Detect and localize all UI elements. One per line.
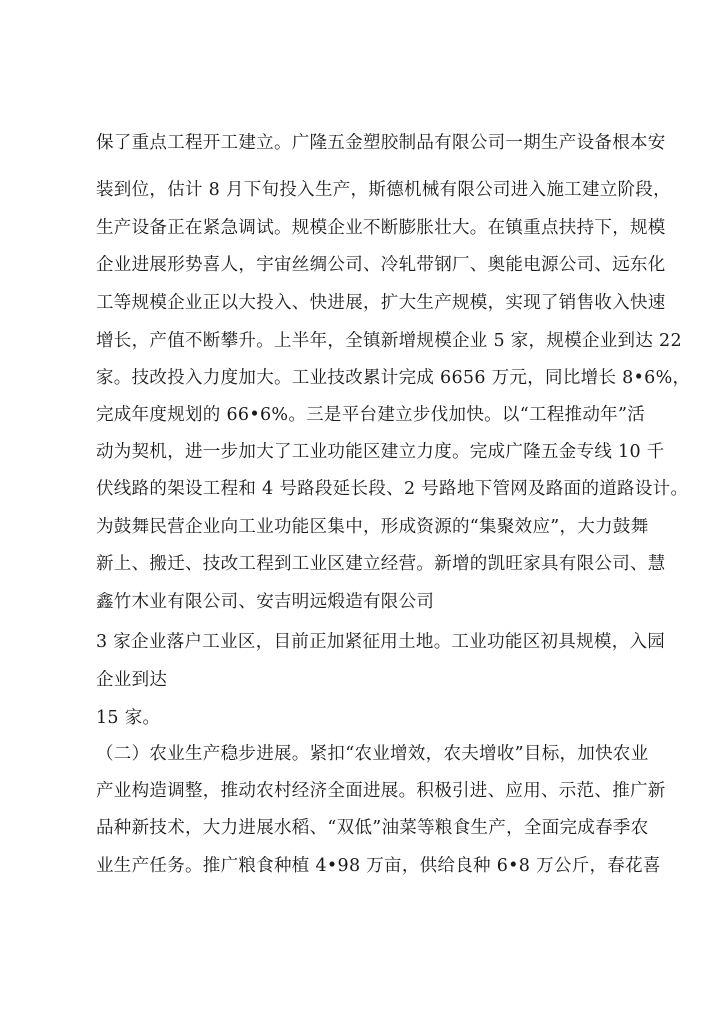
text-line: 增长，产值不断攀升。上半年，全镇新增规模企业 5 家，规模企业到达 22	[96, 331, 682, 351]
text-line: 3 家企业落户工业区，目前正加紧征用土地。工业功能区初具规模，入园	[96, 632, 666, 652]
text-line: 家。技改投入力度加大。工业技改累计完成 6656 万元，同比增长 8•6%，	[96, 368, 691, 388]
text-line: 工等规模企业正以大投入、快进展，扩大生产规模，实现了销售收入快速	[96, 293, 666, 313]
text-line: 品种新技术，大力进展水稻、“双低”油菜等粮食生产，全面完成春季农	[96, 818, 649, 838]
text-line: 动为契机，进一步加大了工业功能区建立力度。完成广隆五金专线 10 千	[96, 442, 665, 462]
text-line: 保了重点工程开工建立。广隆五金塑胶制品有限公司一期生产设备根本安	[96, 133, 666, 153]
text-line: 企业进展形势喜人，宇宙丝绸公司、冷轧带钢厂、奥能电源公司、远东化	[96, 255, 666, 275]
text-line: 伏线路的架设工程和 4 号路段延长段、2 号路地下管网及路面的道路设计。	[96, 479, 689, 499]
text-line: （二）农业生产稳步进展。紧扣“农业增效，农夫增收”目标，加快农业	[96, 744, 649, 764]
text-line: 装到位，估计 8 月下旬投入生产，斯德机械有限公司进入施工建立阶段，	[96, 180, 671, 200]
text-line: 生产设备正在紧急调试。规模企业不断膨胀壮大。在镇重点扶持下，规模	[96, 218, 666, 238]
text-line: 业生产任务。推广粮食种植 4•98 万亩，供给良种 6•8 万公斤，春花喜	[96, 856, 661, 876]
text-line: 产业构造调整，推动农村经济全面进展。积极引进、应用、示范、推广新	[96, 781, 666, 801]
text-line: 15 家。	[96, 708, 161, 728]
text-line: 为鼓舞民营企业向工业功能区集中，形成资源的“集聚效应”，大力鼓舞	[96, 517, 649, 537]
text-line: 新上、搬迁、技改工程到工业区建立经营。新增的凯旺家具有限公司、慧	[96, 554, 666, 574]
text-line: 完成年度规划的 66•6%。三是平台建立步伐加快。以“工程推动年”活	[96, 405, 646, 425]
text-line: 企业到达	[96, 670, 168, 690]
text-line: 鑫竹木业有限公司、安吉明远煅造有限公司	[96, 592, 435, 612]
